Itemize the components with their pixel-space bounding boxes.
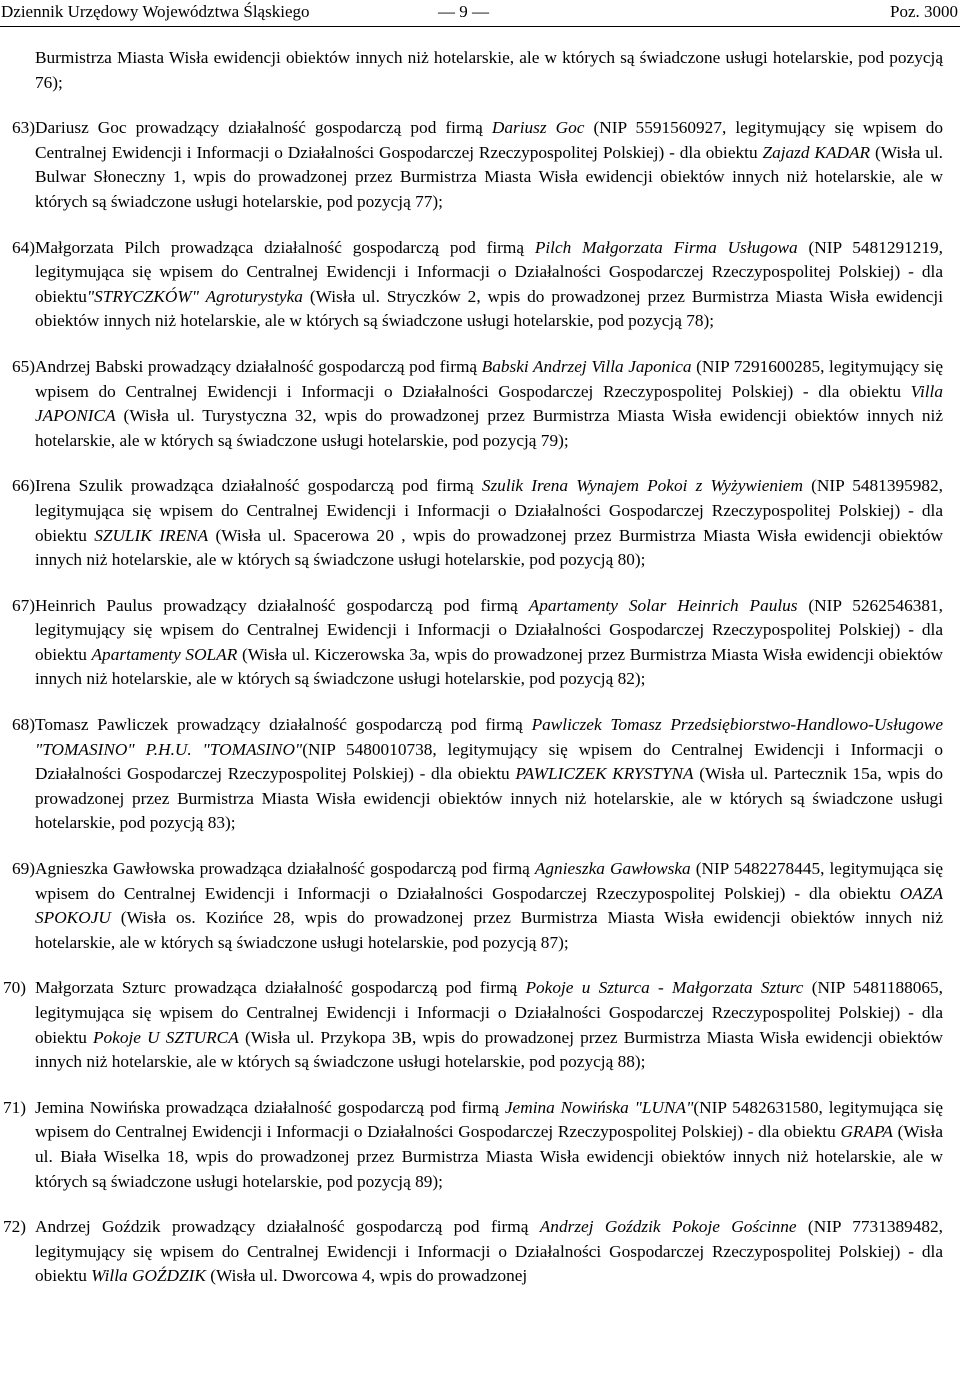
entry-text: Andrzej Babski prowadzący działalność gospodarczą pod firmą <box>35 356 482 376</box>
entry-text: (Wisła ul. Turystyczna 32, wpis do prowadzonej przez Burmistrza Miasta Wisła ewidencji obiektów innych niż hotelarskie, ale w których są świadczone usługi hotelarskie, pod pozycją 79); <box>35 406 943 450</box>
company-name: Agnieszka Gawłowska <box>534 859 691 879</box>
page-number: — 9 — <box>438 2 489 21</box>
item-number: 66) <box>12 476 36 496</box>
company-name: Szulik Irena Wynajem Pokoi z Wyżywieniem <box>481 476 803 496</box>
item-number: 72) <box>3 1217 27 1237</box>
item-number: 70) <box>3 978 27 998</box>
item-number: 67) <box>12 595 36 615</box>
item-number: 68) <box>12 715 36 735</box>
entry-text: (Wisła ul. Przykopa 3B, wpis do prowadzonej przez Burmistrza Miasta Wisła ewidencji obiektów innych niż hotelarskie, ale w których są świadczone usługi hotelarskie, pod pozycją 88); <box>35 1027 943 1072</box>
object-name: Willa GOŹDZIK <box>91 1266 206 1286</box>
company-name: Jemina Nowińska "LUNA" <box>504 1097 694 1117</box>
entry-text: (Wisła ul. Kiczerowska 3a, wpis do prowadzonej przez Burmistrza Miasta Wisła ewidencji obiektów innych niż hotelarskie, ale w których są świadczone usługi hotelarskie, pod pozycją 82); <box>35 644 944 689</box>
entry-text: Heinrich Paulus prowadzący działalność gospodarczą pod firmą <box>35 595 529 615</box>
list-item-64 <box>0 236 960 334</box>
entry-text: (NIP 5480010738, legitymujący się wpisem do Centralnej Ewidencji i Informacji o Działalności Gospodarczej Rzeczypospolitej Polskiej) - dla obiektu <box>35 739 943 784</box>
company-name: Andrzej Goździk Pokoje Gościnne <box>539 1217 797 1237</box>
document-body <box>0 46 960 1289</box>
entry-text: (NIP 5481188065, legitymująca się wpisem do Centralnej Ewidencji i Informacji o Działalności Gospodarczej Rzeczypospolitej Polskiej) - dla obiektu <box>35 978 943 1047</box>
entry-text: (NIP 5262546381, legitymujący się wpisem do Centralnej Ewidencji i Informacji o Działalności Gospodarczej Rzeczypospolitej Polskiej) - dla obiektu <box>35 595 943 664</box>
list-item-66 <box>0 474 960 572</box>
entry-text: (NIP 5482631580, legitymująca się wpisem do Centralnej Ewidencji i Informacji o Działalności Gospodarczej Rzeczypospolitej Polskiej) - dla obiektu <box>35 1097 943 1142</box>
object-name: GRAPA <box>840 1122 893 1142</box>
list-item-69 <box>0 857 960 955</box>
list-item-63 <box>0 116 960 214</box>
entry-text: (NIP 5591560927, legitymujący się wpisem do Centralnej Ewidencji i Informacji o Działalności Gospodarczej Rzeczypospolitej Polskiej) - dla obiektu <box>35 118 943 162</box>
item-number: 71) <box>3 1097 27 1117</box>
entry-text: Andrzej Goździk prowadzący działalność gospodarczą pod firmą <box>35 1217 540 1237</box>
list-item-70 <box>0 976 960 1074</box>
entry-text: Burmistrza Miasta Wisła ewidencji obiektów innych niż hotelarskie, ale w których są świadczone usługi hotelarskie, pod pozycją 76); <box>35 48 943 92</box>
list-item-67 <box>0 594 960 692</box>
list-item-68 <box>0 713 960 836</box>
company-name: Pawliczek Tomasz Przedsiębiorstwo-Handlowo-Usługowe "TOMASINO" P.H.U. "TOMASINO" <box>35 715 943 759</box>
company-name: Dariusz Goc <box>491 118 585 138</box>
entry-text: (NIP 7731389482, legitymujący się wpisem do Centralnej Ewidencji i Informacji o Działalności Gospodarczej Rzeczypospolitej Polskiej) - dla obiektu <box>35 1217 943 1286</box>
object-name: PAWLICZEK KRYSTYNA <box>515 764 694 784</box>
object-name: Pokoje U SZTURCA <box>93 1027 239 1047</box>
list-item-72 <box>0 1215 960 1289</box>
entry-text: (NIP 7291600285, legitymujący się wpisem do Centralnej Ewidencji i Informacji o Działalności Gospodarczej Rzeczypospolitej Polskiej) - dla obiektu <box>35 356 944 401</box>
list-item-71 <box>0 1096 960 1194</box>
list-item-65 <box>0 355 960 453</box>
entry-text: Jemina Nowińska prowadząca działalność gospodarczą pod firmą <box>35 1097 505 1117</box>
item-number: 63) <box>12 118 36 138</box>
entry-text: (NIP 5481291219, legitymująca się wpisem do Centralnej Ewidencji i Informacji o Działalności Gospodarczej Rzeczypospolitej Polskiej) - dla obiektu <box>35 237 943 306</box>
entry-text: Małgorzata Pilch prowadząca działalność gospodarczą pod firmą <box>35 237 535 257</box>
entry-text: (Wisła ul. Biała Wiselka 18, wpis do prowadzonej przez Burmistrza Miasta Wisła ewidencji obiektów innych niż hotelarskie, ale w których są świadczone usługi hotelarskie, pod pozycją 89); <box>35 1122 943 1191</box>
list-item-continuation <box>0 46 960 95</box>
object-name: Apartamenty SOLAR <box>91 644 238 664</box>
object-name: Villa JAPONICA <box>35 381 943 426</box>
entry-text: Irena Szulik prowadząca działalność gospodarczą pod firmą <box>35 476 482 496</box>
entry-text: Małgorzata Szturc prowadząca działalność gospodarczą pod firmą <box>35 978 526 998</box>
entry-text: Tomasz Pawliczek prowadzący działalność gospodarczą pod firmą <box>35 715 532 735</box>
entry-text: Agnieszka Gawłowska prowadząca działalność gospodarczą pod firmą <box>35 859 535 879</box>
page-header <box>0 0 960 27</box>
entry-text: (NIP 5482278445, legitymująca się wpisem do Centralnej Ewidencji i Informacji o Działalności Gospodarczej Rzeczypospolitej Polskiej) - dla obiektu <box>35 859 943 903</box>
company-name: Pokoje u Szturca - Małgorzata Szturc <box>525 978 804 998</box>
entry-text: (NIP 5481395982, legitymująca się wpisem do Centralnej Ewidencji i Informacji o Działalności Gospodarczej Rzeczypospolitej Polskiej) - dla obiektu <box>35 476 943 545</box>
journal-title: Dziennik Urzędowy Województwa Śląskiego <box>1 2 310 21</box>
entry-text: (Wisła ul. Dworcowa 4, wpis do prowadzonej <box>205 1266 528 1286</box>
object-name: SZULIK IRENA <box>94 525 209 545</box>
object-name: Zajazd KADAR <box>762 142 871 162</box>
company-name: Babski Andrzej Villa Japonica <box>481 356 692 376</box>
entry-text: Dariusz Goc prowadzący działalność gospodarczą pod firmą <box>35 118 492 138</box>
item-number: 65) <box>12 356 36 376</box>
object-name: "STRYCZKÓW" Agroturystyka <box>86 286 303 306</box>
entry-text: (Wisła ul. Bulwar Słoneczny 1, wpis do prowadzonej przez Burmistrza Miasta Wisła ewidencji obiektów innych niż hotelarskie, ale w których są świadczone usługi hotelarskie, pod pozycją 77); <box>35 142 943 211</box>
entry-text: (Wisła os. Kozińce 28, wpis do prowadzonej przez Burmistrza Miasta Wisła ewidencji obiektów innych niż hotelarskie, ale w których są świadczone usługi hotelarskie, pod pozycją 87); <box>35 908 943 952</box>
item-number: 64) <box>12 237 36 257</box>
object-name: OAZA SPOKOJU <box>35 883 943 928</box>
entry-text: (Wisła ul. Spacerowa 20 , wpis do prowadzonej przez Burmistrza Miasta Wisła ewidencji obiektów innych niż hotelarskie, ale w których są świadczone usługi hotelarskie, pod pozycją 80); <box>35 525 943 570</box>
entry-text: (Wisła ul. Partecznik 15a, wpis do prowadzonej przez Burmistrza Miasta Wisła ewidencji obiektów innych niż hotelarskie, ale w których są świadczone usługi hotelarskie, pod pozycją 83); <box>35 764 944 833</box>
position-number: Poz. 3000 <box>890 2 958 21</box>
company-name: Pilch Małgorzata Firma Usługowa <box>534 237 798 257</box>
item-number: 69) <box>12 859 36 879</box>
company-name: Apartamenty Solar Heinrich Paulus <box>528 595 798 615</box>
entry-text: (Wisła ul. Stryczków 2, wpis do prowadzonej przez Burmistrza Miasta Wisła ewidencji obiektów innych niż hotelarskie, ale w których są świadczone usługi hotelarskie, pod pozycją 78); <box>35 286 944 331</box>
